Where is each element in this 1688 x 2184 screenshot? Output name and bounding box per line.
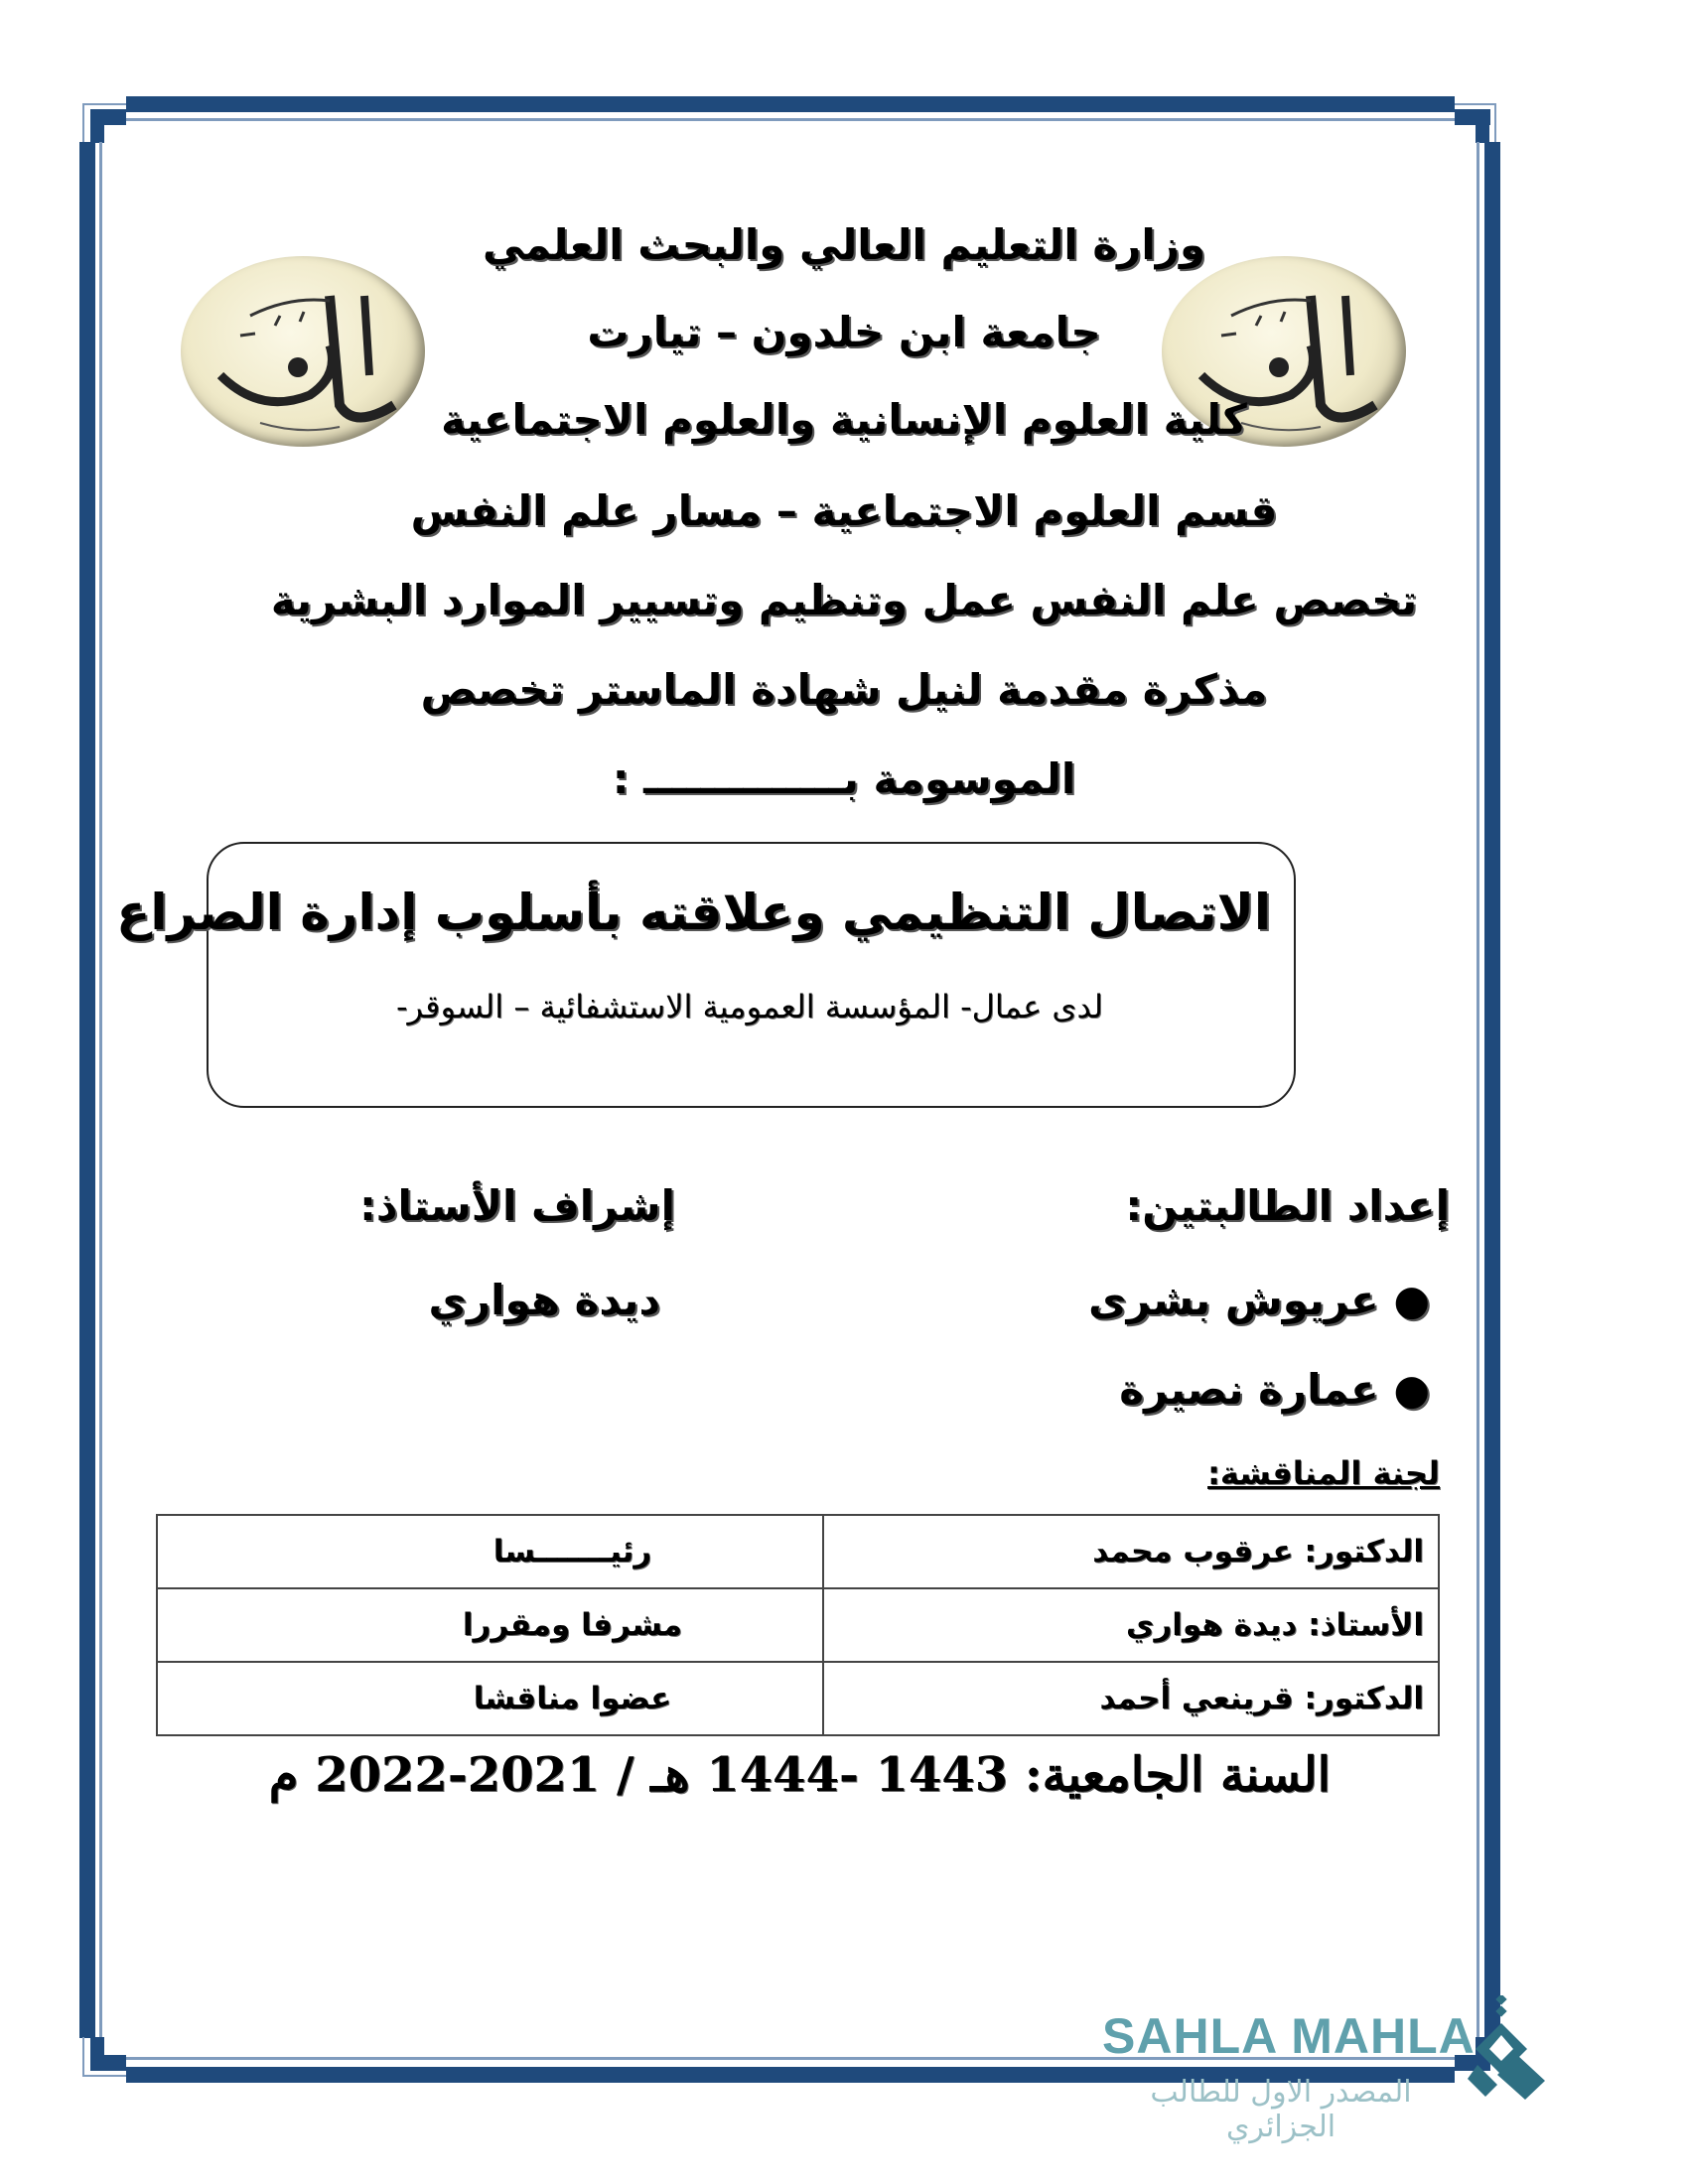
frame-corner-tr4 (1494, 103, 1496, 143)
frame-corner-bl2 (90, 2055, 126, 2071)
titled-line: الموسومة بــــــــــــــ : (612, 754, 1076, 803)
frame-corner-tr3 (1455, 103, 1496, 105)
frame-corner-bl3 (82, 2037, 84, 2077)
supervisor-name: ديدة هواري (428, 1276, 660, 1324)
table-row (157, 1588, 1439, 1662)
frame-top-thin (126, 118, 1455, 121)
committee-member-role: رئيـــــــسا (157, 1515, 823, 1588)
committee-label: لجنة المناقشة: (1207, 1454, 1440, 1492)
bullet-icon: ● (1378, 1365, 1430, 1414)
frame-corner-tr2 (1476, 109, 1489, 143)
frame-top-thick (126, 96, 1455, 112)
student-name: عمارة نصيرة (1119, 1365, 1379, 1414)
degree-line: مذكرة مقدمة لنيل شهادة الماستر تخصص (420, 665, 1268, 714)
committee-table (156, 1514, 1440, 1736)
watermark-brand: SAHLA MAHLA (1102, 2008, 1476, 2064)
university-line: جامعة ابن خلدون – تيارت (587, 308, 1101, 356)
frame-right-thin (1477, 142, 1479, 2038)
bullet-icon: ● (1378, 1276, 1430, 1324)
academic-year: السنة الجامعية: 1443 -1444 هـ / 2021-2022 م (268, 1747, 1331, 1803)
student-name: عريوش بشرى (1088, 1276, 1379, 1324)
frame-right-thick (1484, 142, 1500, 2038)
student-2 (1072, 1365, 1430, 1414)
frame-left-thick (79, 142, 95, 2038)
committee-member-role: مشرفا ومقررا (157, 1588, 823, 1662)
frame-corner-tl2 (90, 109, 104, 143)
frame-left-thin (99, 142, 102, 2038)
ministry-line: وزارة التعليم العالي والبحث العلمي (482, 220, 1206, 269)
table-row (157, 1662, 1439, 1735)
left-university-seal (181, 256, 425, 447)
committee-member-role: عضوا مناقشا (157, 1662, 823, 1735)
supervisor-label: إشراف الأستاذ: (359, 1181, 675, 1230)
department-line: قسم العلوم الاجتماعية – مسار علم النفس (410, 486, 1278, 535)
frame-corner-tl4 (82, 103, 84, 143)
sahla-mahla-logo-icon (1468, 1995, 1547, 2100)
thesis-subtitle: لدى عمال- المؤسسة العمومية الاستشفائية – السوقر- (395, 988, 1104, 1025)
thesis-title-box (116, 842, 1296, 1108)
table-row (157, 1515, 1439, 1588)
specialty-line: تخصص علم النفس عمل وتنظيم وتسيير الموارد البشرية (270, 576, 1418, 624)
university-seal-icon (181, 256, 425, 447)
frame-corner-bl4 (82, 2075, 126, 2077)
students-label: إعداد الطالبتين: (1125, 1181, 1450, 1230)
committee-member-name: الأستاذ: ديدة هواري (823, 1588, 1439, 1662)
committee-member-name: الدكتور: عرقوب محمد (823, 1515, 1439, 1588)
committee-member-name: الدكتور: قرينعي أحمد (823, 1662, 1439, 1735)
thesis-title: الاتصال التنظيمي وعلاقته بأسلوب إدارة الصراع (116, 884, 1271, 941)
watermark-tagline: المصدر الاول للطالب الجزائري (1150, 2075, 1412, 2144)
student-1 (1072, 1276, 1430, 1324)
faculty-line: كلية العلوم الإنسانية والعلوم الاجتماعية (441, 395, 1247, 444)
frame-corner-tl3 (82, 103, 126, 105)
